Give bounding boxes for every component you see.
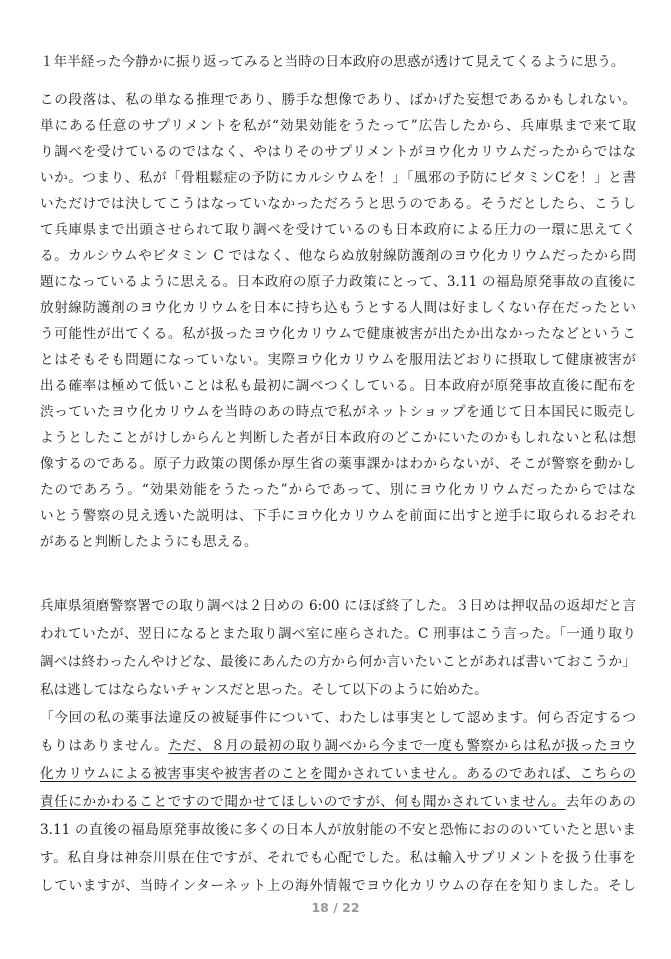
text-line bbox=[40, 816, 636, 844]
text-line: 像するのである。原子力政策の関係か厚生省の薬事課かはわからないが、そこが警察を動かし bbox=[40, 456, 636, 472]
text-line bbox=[40, 844, 636, 872]
text-line: 出る確率は極めて低いことは私も最初に調べつくしている。日本政府が原発事故直後に配布を bbox=[40, 378, 636, 394]
text-line: 題になっているように思える。日本政府の原子力政策にとって、3.11 の福島原発事故の直後に bbox=[40, 274, 636, 290]
text-line: ようとしたことがけしからんと判断した者が日本政府のどこかにいたのかもしれないと私は想 bbox=[40, 430, 636, 446]
underlined-text: 化カリウムによる被害事実や被害者のことを聞かされていません。あるのであれば、こちらの bbox=[40, 766, 636, 782]
underlined-text: ただ、８月の最初の取り調べから今まで一度も警察からは私が扱ったヨウ bbox=[168, 738, 636, 754]
text-span: 3.11 の直後の福島原発事故後に多くの日本人が放射能の不安と恐怖におののいていたと思いま bbox=[40, 822, 636, 838]
text-line: 単にある任意のサプリメントを私が“効果効能をうたって”広告したから、兵庫県まで来て取 bbox=[40, 118, 636, 134]
text-line: 渋っていたヨウ化カリウムを当時のあの時点で私がネットショップを通じて日本国民に販売し bbox=[40, 404, 636, 420]
text-span: す。私自身は神奈川県在住ですが、それでも心配でした。私は輸入サプリメントを扱う仕事を bbox=[40, 850, 636, 866]
underlined-text: 責任にかかわることですので聞かせてほしいのですが、何も聞かされていません。 bbox=[40, 794, 566, 810]
text-line: いただけでは決してこうはなっていなかっただろうと思うのである。そうだとしたら、こうし bbox=[40, 196, 636, 212]
text-line: １年半経った今静かに振り返ってみると当時の日本政府の思惑が透けて見えてくるように思う。 bbox=[40, 54, 625, 70]
text-line: たのであろう。“効果効能をうたった”からであって、別にヨウ化カリウムだったからではな bbox=[40, 482, 636, 498]
text-line: り調べを受けているのではなく、やはりそのサプリメントがヨウ化カリウムだったからではな bbox=[40, 144, 636, 160]
text-span: していますが、当時インターネット上の海外情報でヨウ化カリウムの存在を知りました。そし bbox=[40, 878, 636, 894]
text-span: 去年のあの bbox=[565, 794, 636, 810]
text-line bbox=[40, 872, 636, 900]
text-line: とはそもそも問題になっていない。実際ヨウ化カリウムを服用法どおりに摂取して健康被害が bbox=[40, 352, 636, 368]
text-line: いか。つまり、私が「骨粗鬆症の予防にカルシウムを！」「風邪の予防にビタミンCを！」と書 bbox=[40, 170, 636, 186]
text-line: 兵庫県須磨警察署での取り調べは２日めの 6:00 にほぼ終了した。３日めは押収品の返却だと言 bbox=[40, 598, 636, 614]
text-line: この段落は、私の単なる推理であり、勝手な想像であり、ばかげた妄想であるかもしれない。 bbox=[40, 92, 636, 108]
text-line bbox=[40, 760, 636, 788]
text-line: があると判断したようにも思える。 bbox=[40, 534, 258, 550]
text-line: いとう警察の見え透いた説明は、下手にヨウ化カリウムを前面に出すと逆手に取られるおそれ bbox=[40, 508, 636, 524]
text-line: 調べは終わったんやけどな、最後にあんたの方から何か言いたいことがあれば書いておこうか」 bbox=[40, 654, 636, 670]
text-line: う可能性が出てくる。私が扱ったヨウ化カリウムで健康被害が出たか出なかったなどというこ bbox=[40, 326, 636, 342]
page-number: 18 / 22 bbox=[311, 900, 360, 915]
text-span: 「今回の私の薬事法違反の被疑事件について、わたしは事実として認めます。何ら否定するつ bbox=[40, 710, 636, 726]
text-line bbox=[40, 788, 636, 816]
text-line: 私は逃してはならないチャンスだと思った。そして以下のように始めた。 bbox=[40, 682, 488, 698]
text-line: われていたが、翌日になるとまた取り調べ室に座らされた。C 刑事はこう言った。「一通り取り bbox=[40, 626, 636, 642]
text-line bbox=[40, 704, 636, 732]
text-line: る。カルシウムやビタミン C ではなく、他ならぬ放射線防護剤のヨウ化カリウムだったから問 bbox=[40, 248, 636, 264]
text-line: て兵庫県まで出頭させられて取り調べを受けているのも日本政府による圧力の一環に思えてく bbox=[40, 222, 636, 238]
text-line: 放射線防護剤のヨウ化カリウムを日本に持ち込もうとする人間は好ましくない存在だったとい bbox=[40, 300, 636, 316]
text-line bbox=[40, 732, 636, 760]
text-span: もりはありません。 bbox=[40, 738, 169, 754]
